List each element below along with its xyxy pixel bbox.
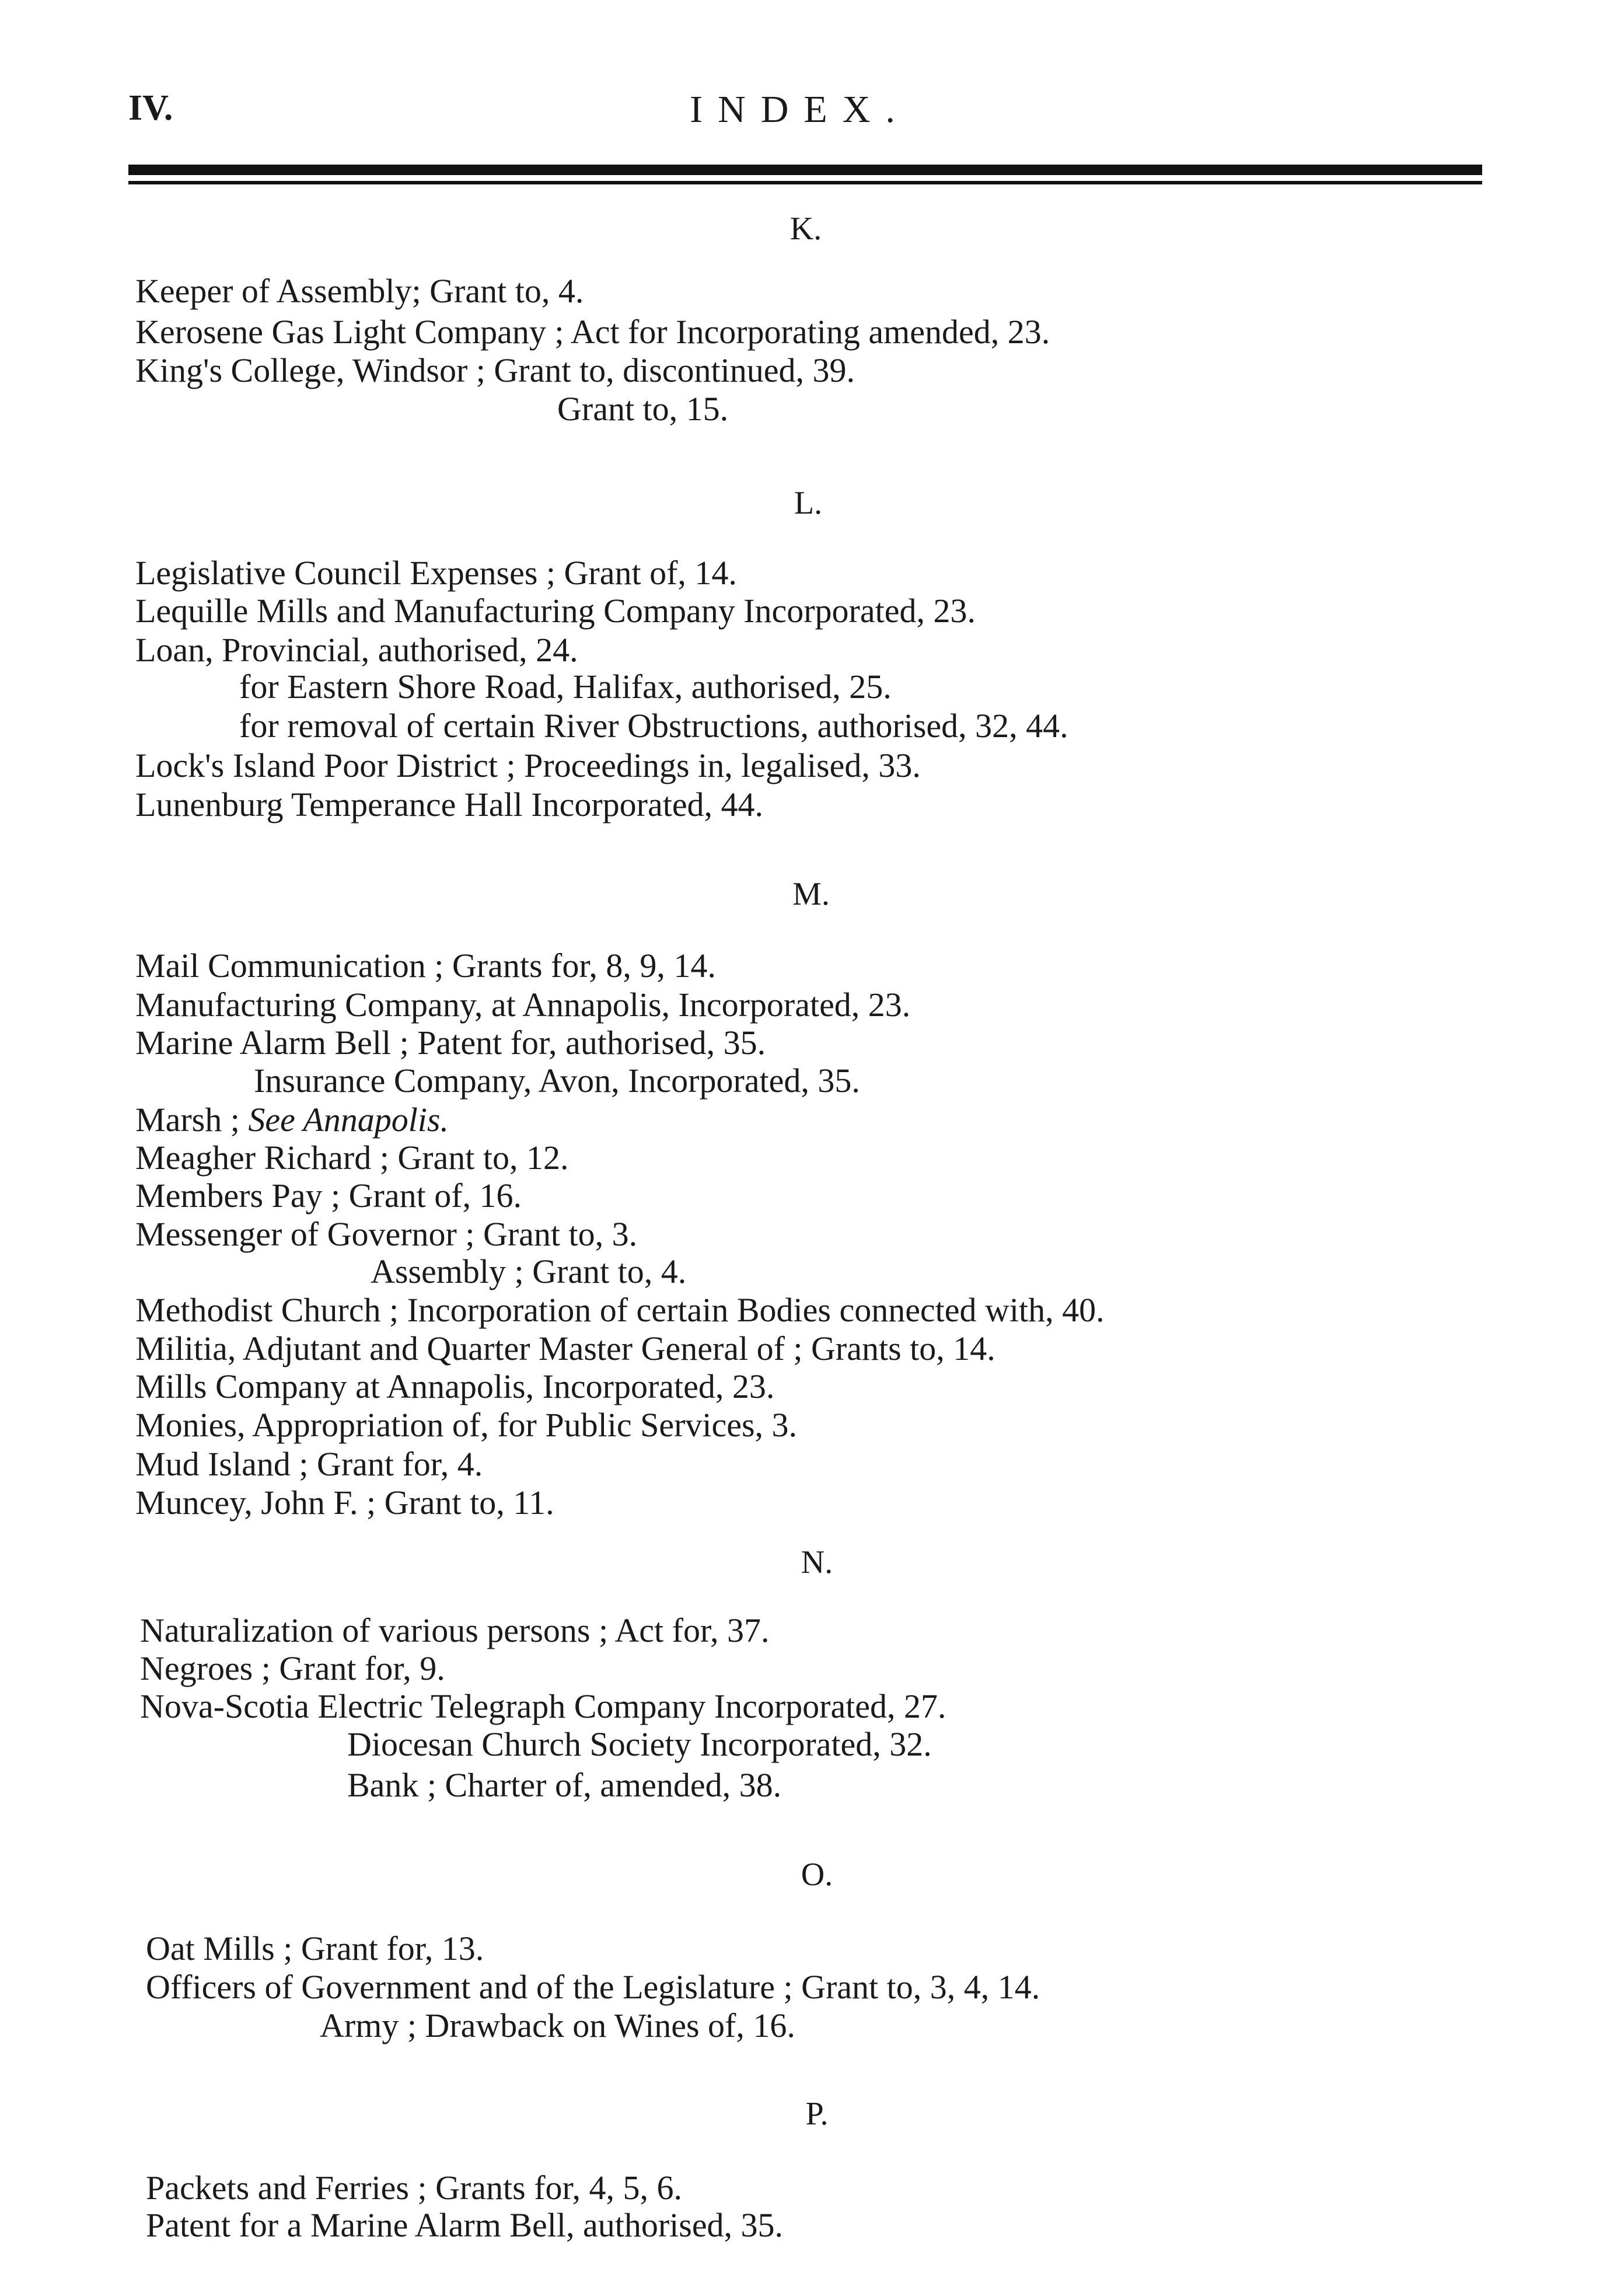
index-entry: Grant to, 15. — [557, 390, 729, 428]
index-entry: Packets and Ferries ; Grants for, 4, 5, 6. — [146, 2169, 683, 2207]
header-rule-thick — [128, 165, 1482, 175]
index-entry: Army ; Drawback on Wines of, 16. — [320, 2007, 795, 2044]
index-entry: Insurance Company, Avon, Incorporated, 35. — [254, 1062, 860, 1100]
section-letter-n: N. — [801, 1544, 833, 1580]
index-entry: Mills Company at Annapolis, Incorporated, 23. — [135, 1367, 775, 1405]
section-letter-p: P. — [805, 2096, 829, 2132]
index-entry: Monies, Appropriation of, for Public Services, 3. — [135, 1406, 798, 1444]
index-entry: Oat Mills ; Grant for, 13. — [146, 1929, 484, 1967]
section-letter-k: K. — [789, 211, 822, 247]
index-entry: Bank ; Charter of, amended, 38. — [347, 1766, 782, 1804]
index-entry: Assembly ; Grant to, 4. — [371, 1252, 687, 1290]
index-entry: Marine Alarm Bell ; Patent for, authorised, 35. — [135, 1024, 766, 1062]
index-entry: Patent for a Marine Alarm Bell, authorised, 35. — [146, 2206, 784, 2244]
index-entry: Loan, Provincial, authorised, 24. — [135, 631, 578, 669]
section-letter-o: O. — [801, 1857, 833, 1893]
index-entry: Members Pay ; Grant of, 16. — [135, 1177, 522, 1215]
index-entry: Nova-Scotia Electric Telegraph Company Incorporated, 27. — [140, 1687, 946, 1725]
index-entry: Methodist Church ; Incorporation of certain Bodies connected with, 40. — [135, 1291, 1105, 1329]
index-entry: Officers of Government and of the Legislature ; Grant to, 3, 4, 14. — [146, 1968, 1040, 2006]
header-rule-thin — [128, 181, 1482, 184]
index-entry: Kerosene Gas Light Company ; Act for Incorporating amended, 23. — [135, 313, 1050, 351]
index-entry: Lock's Island Poor District ; Proceedings in, legalised, 33. — [135, 746, 921, 784]
index-entry: Naturalization of various persons ; Act for, 37. — [140, 1611, 770, 1649]
index-entry: Manufacturing Company, at Annapolis, Incorporated, 23. — [135, 986, 911, 1024]
entry-text: Marsh ; — [135, 1101, 249, 1139]
page-number: IV. — [128, 88, 173, 128]
index-entry: Mud Island ; Grant for, 4. — [135, 1445, 483, 1483]
cross-reference: See Annapolis. — [248, 1101, 449, 1139]
section-letter-m: M. — [792, 876, 830, 912]
page-header — [123, 88, 1477, 140]
running-head: INDEX. — [690, 88, 910, 131]
section-letter-l: L. — [794, 485, 823, 521]
index-entry: for Eastern Shore Road, Halifax, authorised, 25. — [239, 668, 892, 706]
index-entry: Militia, Adjutant and Quarter Master General of ; Grants to, 14. — [135, 1330, 995, 1367]
index-entry: Diocesan Church Society Incorporated, 32. — [347, 1725, 932, 1763]
index-entry: Lequille Mills and Manufacturing Company Incorporated, 23. — [135, 592, 976, 630]
index-entry: Lunenburg Temperance Hall Incorporated, 44. — [135, 786, 764, 824]
index-entry: King's College, Windsor ; Grant to, discontinued, 39. — [135, 351, 855, 389]
index-entry: Meagher Richard ; Grant to, 12. — [135, 1139, 569, 1177]
index-entry: Mail Communication ; Grants for, 8, 9, 14. — [135, 947, 716, 985]
index-entry — [135, 1103, 449, 1137]
index-entry: for removal of certain River Obstructions, authorised, 32, 44. — [239, 707, 1068, 745]
index-entry: Negroes ; Grant for, 9. — [140, 1649, 445, 1687]
index-entry: Messenger of Governor ; Grant to, 3. — [135, 1215, 638, 1253]
index-entry: Legislative Council Expenses ; Grant of, 14. — [135, 554, 737, 592]
index-entry: Muncey, John F. ; Grant to, 11. — [135, 1484, 554, 1522]
index-entry: Keeper of Assembly; Grant to, 4. — [135, 272, 584, 310]
